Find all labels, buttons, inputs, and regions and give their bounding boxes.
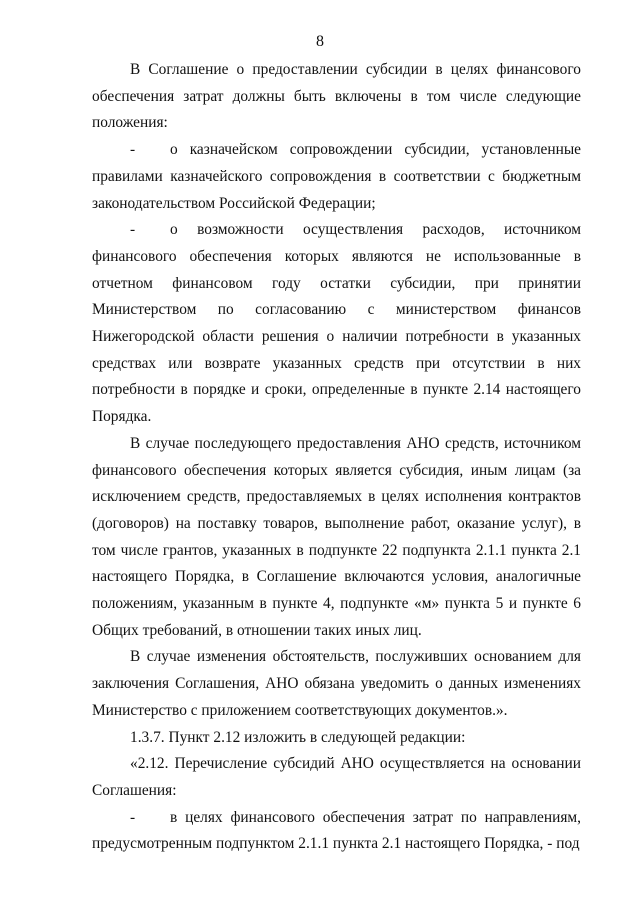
paragraph-clause-1-3-7 (92, 725, 581, 752)
paragraph-text: В Соглашение о предоставлении субсидии в целях финансового обеспечения затрат должны быть включены в том числе следующие положения: (92, 61, 581, 132)
paragraph-change-of-circumstances (92, 644, 581, 724)
list-item-unused-balances (92, 217, 581, 431)
paragraph-clause-2-12 (92, 751, 581, 804)
paragraph-text: «2.12. Перечисление субсидий АНО осуществляется на основании Соглашения: (92, 755, 581, 799)
list-item-treasury-support (92, 137, 581, 217)
list-item-text: в целях финансового обеспечения затрат по направлениям, предусмотренным подпунктом 2.1.1 пункта 2.1 настоящего Порядка, - под (92, 808, 581, 853)
list-item-financial-support-transfer (92, 805, 581, 858)
paragraph-text: В случае последующего предоставления АНО средств, источником финансового обеспечения которых является субсидия, иным лицам (за исключением средств, предоставляемых в целях исполнения контрактов (договоров) на поставку товаров, выполнение работ, оказание услуг), в том числе грантов, указанных в подпункте 22 подпункта 2.1.1 пункта 2.1 настоящего Порядка, в Соглашение включаются условия, аналогичные положениям, указанным в пункте 4, подпункте «м» пункта 5 и пункте 6 Общих требований, в отношении таких иных лиц. (92, 434, 581, 639)
list-dash: - (130, 808, 136, 826)
list-item-text: о казначейском сопровождении субсидии, установленные правилами казначейского сопровождения в соответствии с бюджетным законодательством Российской Федерации; (92, 141, 581, 212)
list-dash: - (130, 141, 136, 159)
document-body (92, 57, 581, 858)
list-dash: - (130, 221, 136, 239)
list-item-text: о возможности осуществления расходов, источником финансового обеспечения которых являются не использованные в отчетном финансовом году остатки субсидии, при принятии Министерством по согласованию с министерством финансов Нижегородской области решения о наличии потребности в указанных средствах или возврате указанных средств при отсутствии в них потребности в порядке и сроки, определенные в пункте 2.14 настоящего Порядка. (92, 221, 581, 426)
paragraph-subsequent-provision (92, 431, 581, 645)
paragraph-text: 1.3.7. Пункт 2.12 изложить в следующей редакции: (130, 728, 466, 746)
paragraph-agreement-provisions (92, 57, 581, 137)
paragraph-text: В случае изменения обстоятельств, послуживших основанием для заключения Соглашения, АНО обязана уведомить о данных изменениях Министерство с приложением соответствующих документов.». (92, 648, 581, 719)
page-number: 8 (316, 33, 324, 50)
